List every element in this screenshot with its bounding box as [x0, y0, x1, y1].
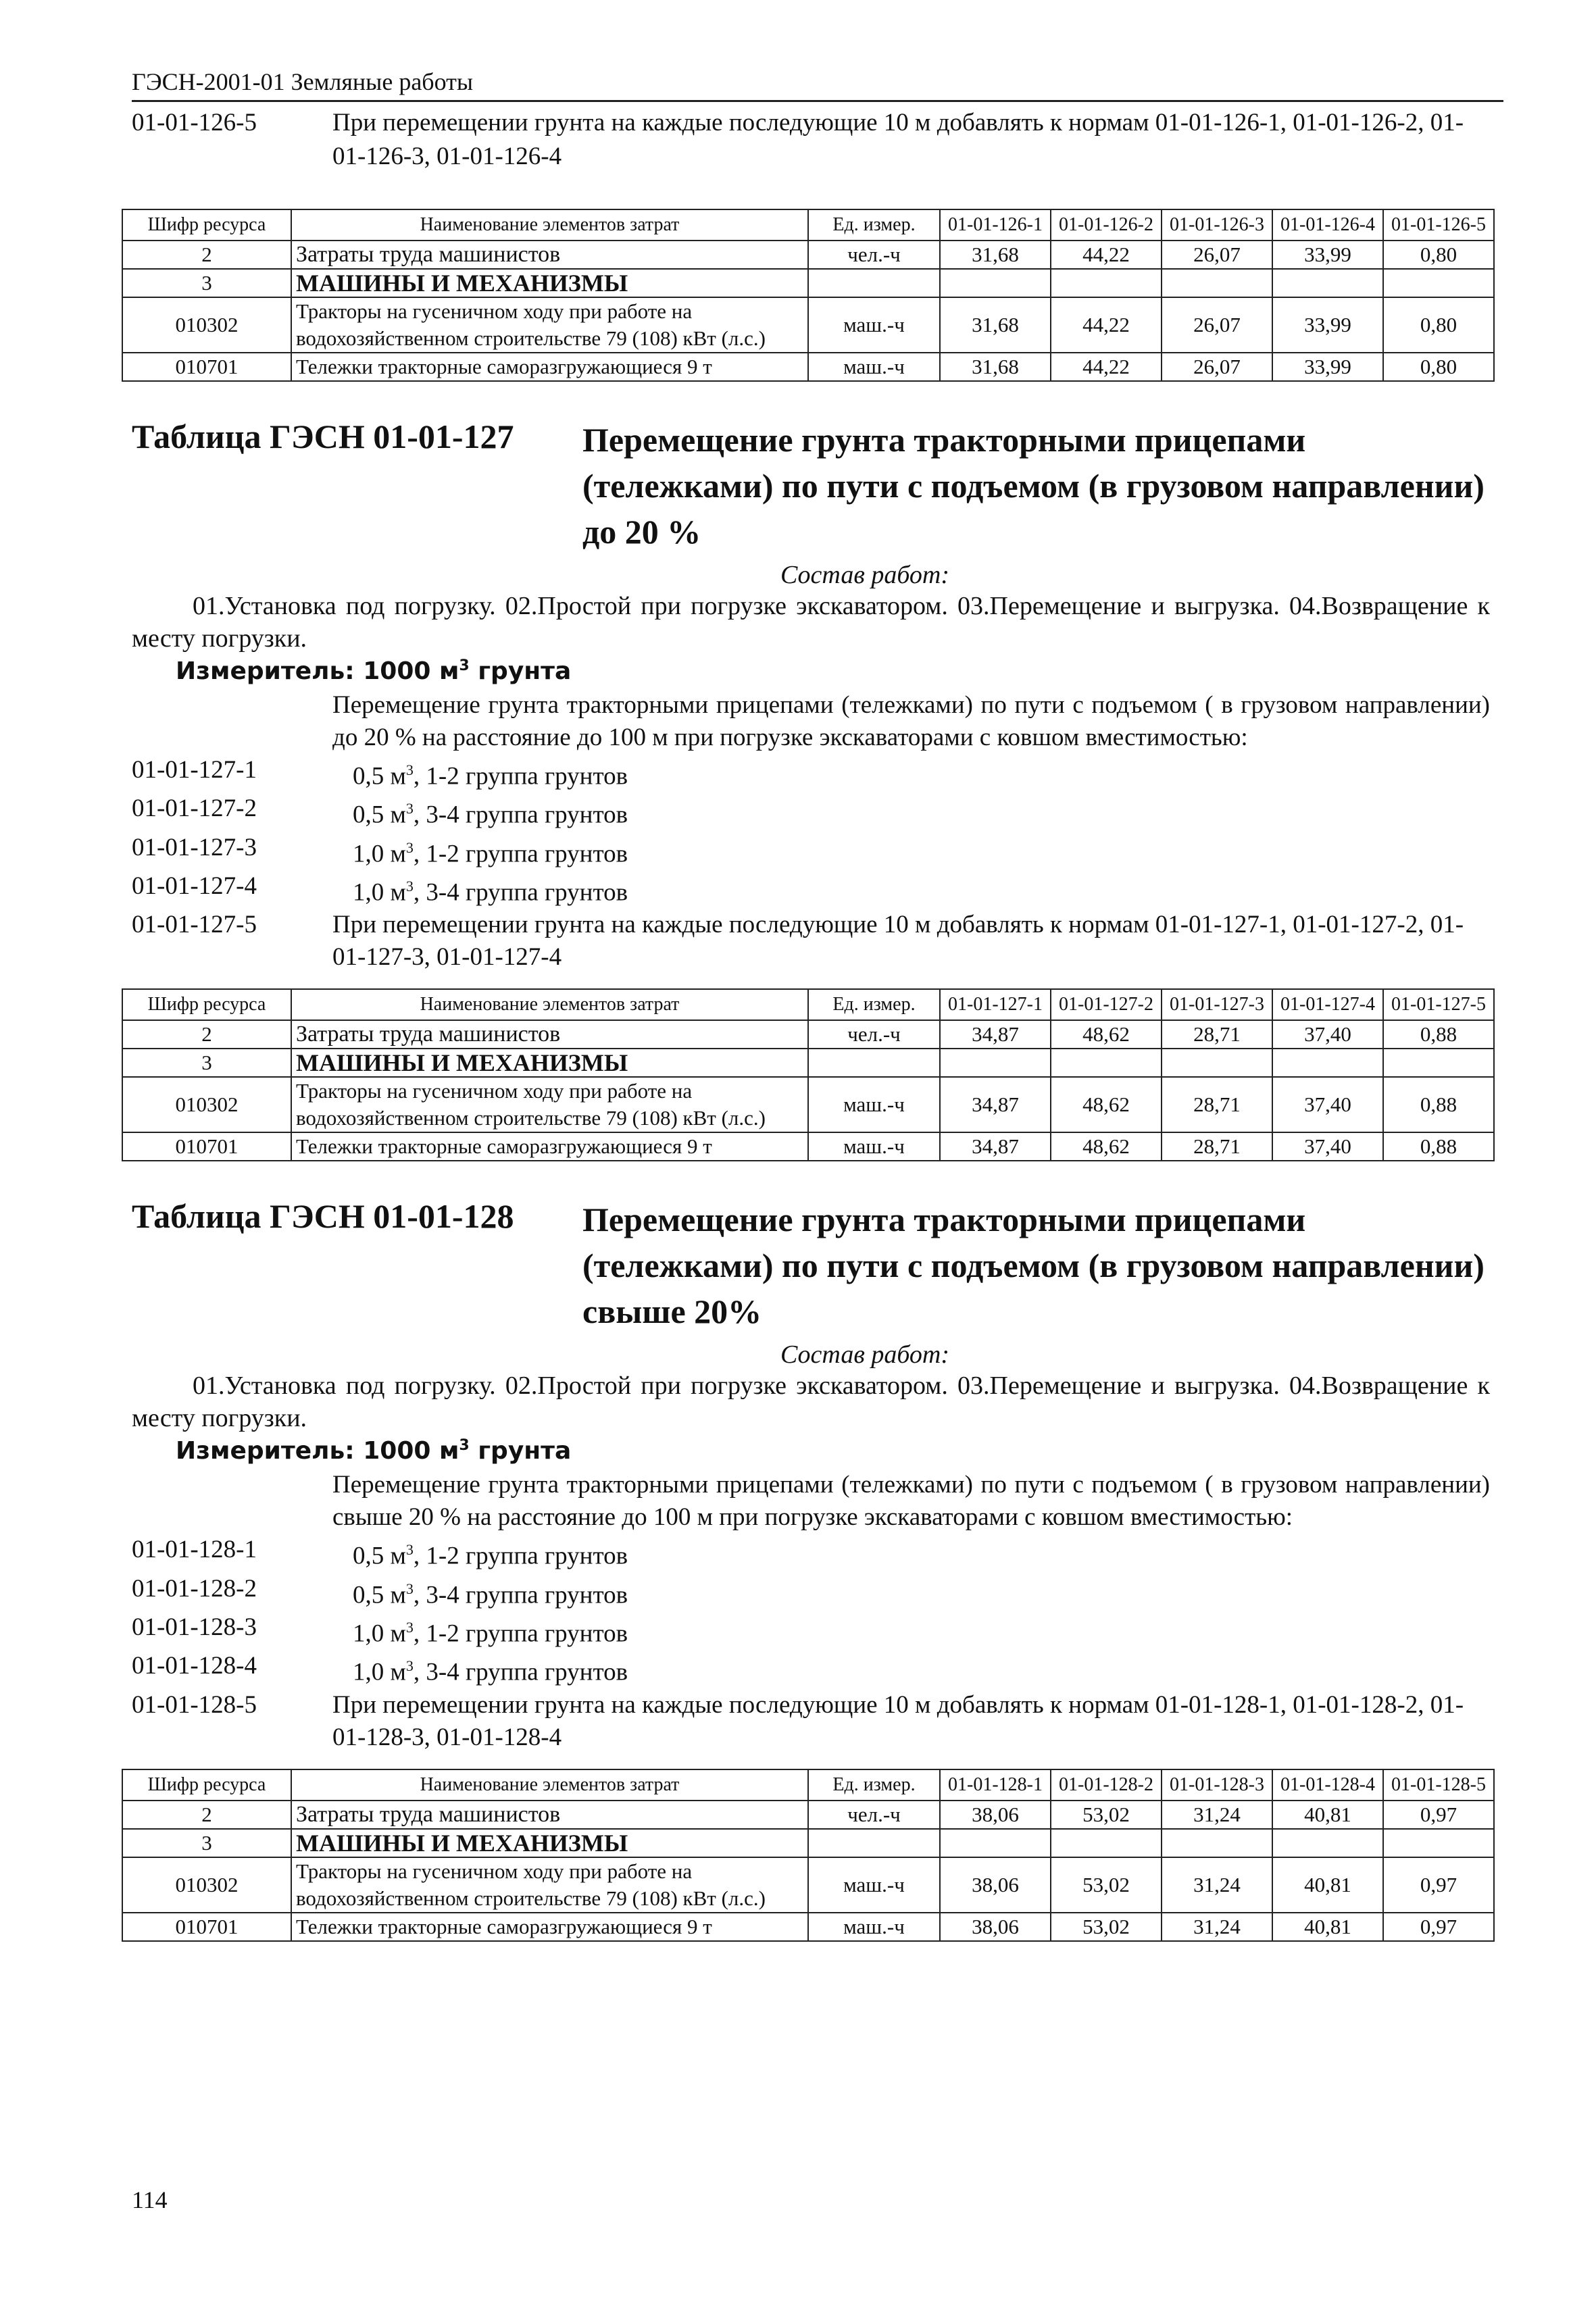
resource-value: 31,24: [1162, 1801, 1272, 1829]
norm-group: , 1-2 группа грунтов: [413, 762, 628, 790]
resource-value: 26,07: [1162, 241, 1272, 269]
table-header-row: [122, 989, 1494, 1020]
page-number: 114: [132, 2186, 168, 2213]
resource-value: 0,88: [1383, 1077, 1494, 1132]
column-header-code: Шифр ресурса: [122, 1769, 291, 1801]
resource-value: [1272, 1829, 1383, 1857]
resource-value: [1051, 1049, 1162, 1077]
resource-name: МАШИНЫ И МЕХАНИЗМЫ: [291, 1829, 808, 1857]
page: [132, 68, 1490, 1942]
resource-name: МАШИНЫ И МЕХАНИЗМЫ: [291, 1049, 808, 1077]
resource-value: 44,22: [1051, 297, 1162, 353]
resource-table-126: [132, 209, 1490, 382]
resource-value: [1051, 1829, 1162, 1857]
table-row: [122, 269, 1494, 297]
resource-value: 0,97: [1383, 1801, 1494, 1829]
norm-exponent: 3: [405, 1618, 414, 1636]
resource-name: Тракторы на гусеничном ходу при работе на водохозяйственном строительстве 79 (108) кВт (л.с.): [291, 297, 808, 353]
table-row: [122, 297, 1494, 353]
table-heading: Перемещение грунта тракторными прицепами (тележками) по пути с подъемом (в грузовом направлении) до 20 %: [582, 421, 1485, 551]
norm-exponent: 3: [405, 800, 414, 818]
column-header-norm: 01-01-126-1: [940, 209, 1051, 241]
resource-code: 010701: [122, 353, 291, 381]
resource-value: [940, 269, 1051, 297]
resource-name: Затраты труда машинистов: [291, 241, 808, 269]
resource-table-128: [132, 1769, 1490, 1942]
resource-value: [940, 1829, 1051, 1857]
norm-volume: 0,5 м: [353, 1580, 406, 1609]
resource-value: 53,02: [1051, 1857, 1162, 1913]
resource-value: 26,07: [1162, 353, 1272, 381]
resource-value: 33,99: [1272, 297, 1383, 353]
resource-value: 44,22: [1051, 241, 1162, 269]
column-header-norm: 01-01-127-2: [1051, 989, 1162, 1020]
resource-value: 0,80: [1383, 241, 1494, 269]
resource-unit: маш.-ч: [808, 1077, 940, 1132]
resource-value: 38,06: [940, 1857, 1051, 1913]
measure-tail: грунта: [469, 657, 572, 685]
resource-value: 37,40: [1272, 1132, 1383, 1161]
resource-value: 40,81: [1272, 1801, 1383, 1829]
resource-value: 0,88: [1383, 1132, 1494, 1161]
resource-name: Тракторы на гусеничном ходу при работе на водохозяйственном строительстве 79 (108) кВт (л.с.): [291, 1857, 808, 1913]
resource-code: 2: [122, 1020, 291, 1049]
resource-unit: чел.-ч: [808, 1801, 940, 1829]
column-header-norm: 01-01-126-4: [1272, 209, 1383, 241]
measure-unit: [176, 657, 1490, 685]
norm-item: [132, 1611, 1490, 1650]
column-header-code: Шифр ресурса: [122, 989, 291, 1020]
resource-table: [122, 1769, 1495, 1942]
measure-unit: [176, 1437, 1490, 1465]
norm-text: [332, 754, 628, 793]
resource-value: 38,06: [940, 1801, 1051, 1829]
norm-exponent: 3: [405, 1541, 414, 1559]
norm-group: , 1-2 группа грунтов: [413, 1542, 628, 1570]
norm-item: [132, 1573, 1490, 1611]
resource-value: 31,68: [940, 241, 1051, 269]
resource-value: 48,62: [1051, 1077, 1162, 1132]
norm-text: [332, 1650, 628, 1688]
resource-code: 010302: [122, 1857, 291, 1913]
norm-volume: 0,5 м: [353, 1542, 406, 1570]
table-row: [122, 353, 1494, 381]
table-row: [122, 1857, 1494, 1913]
norm-volume: 1,0 м: [353, 1619, 406, 1648]
resource-table: [122, 988, 1495, 1161]
norm-list: [132, 1534, 1490, 1753]
norm-code: 01-01-127-5: [132, 911, 257, 939]
column-header-norm: 01-01-126-5: [1383, 209, 1494, 241]
norm-volume: 0,5 м: [353, 762, 406, 790]
resource-code: 010701: [122, 1132, 291, 1161]
resource-code: 010302: [122, 1077, 291, 1132]
norm-code: 01-01-128-5: [132, 1690, 257, 1719]
table-row: [122, 1049, 1494, 1077]
table-row: [122, 1077, 1494, 1132]
resource-value: [940, 1049, 1051, 1077]
norm-code: 01-01-128-4: [132, 1652, 257, 1680]
norm-text: При перемещении грунта на каждые последующие 10 м добавлять к нормам 01-01-127-1, 01-01-127-2, 01-01-127-3, 01-01-127-4: [332, 911, 1464, 972]
norm-text: [332, 870, 628, 909]
resource-code: 3: [122, 1049, 291, 1077]
norm-code: 01-01-127-2: [132, 795, 257, 823]
section-127: [132, 417, 1490, 974]
measure-tail: грунта: [469, 1437, 572, 1465]
norm-item: [132, 793, 1490, 831]
works-list: 01.Установка под погрузку. 02.Простой при погрузке экскаватором. 03.Перемещение и выгрузка. 04.Возвращение к месту погрузки.: [132, 592, 1490, 653]
resource-value: 0,97: [1383, 1857, 1494, 1913]
resource-value: 31,24: [1162, 1913, 1272, 1941]
norm-volume: 0,5 м: [353, 801, 406, 829]
norm-item: [132, 870, 1490, 909]
resource-value: [1051, 269, 1162, 297]
resource-value: 31,68: [940, 297, 1051, 353]
column-header-norm: 01-01-127-1: [940, 989, 1051, 1020]
norm-volume: 1,0 м: [353, 878, 406, 907]
resource-name: Затраты труда машинистов: [291, 1020, 808, 1049]
norm-exponent: 3: [405, 1657, 414, 1675]
resource-value: 44,22: [1051, 353, 1162, 381]
resource-value: 40,81: [1272, 1913, 1383, 1941]
norm-group: , 3-4 группа грунтов: [413, 801, 628, 829]
resource-code: 010302: [122, 297, 291, 353]
column-header-name: Наименование элементов затрат: [291, 989, 808, 1020]
works-list: 01.Установка под погрузку. 02.Простой при погрузке экскаватором. 03.Перемещение и выгрузка. 04.Возвращение к месту погрузки.: [132, 1372, 1490, 1433]
norm-item: [132, 1650, 1490, 1688]
resource-value: 26,07: [1162, 297, 1272, 353]
norm-item: [132, 1534, 1490, 1572]
table-row: [122, 241, 1494, 269]
resource-value: [1383, 1049, 1494, 1077]
resource-value: 37,40: [1272, 1020, 1383, 1049]
norm-item-extra: [132, 909, 1490, 974]
norm-exponent: 3: [405, 838, 414, 856]
column-header-norm: 01-01-127-3: [1162, 989, 1272, 1020]
norm-group: , 3-4 группа грунтов: [413, 1580, 628, 1609]
resource-unit: [808, 1049, 940, 1077]
resource-unit: маш.-ч: [808, 1857, 940, 1913]
resource-unit: чел.-ч: [808, 1020, 940, 1049]
resource-unit: маш.-ч: [808, 297, 940, 353]
column-header-norm: 01-01-128-4: [1272, 1769, 1383, 1801]
resource-value: 34,87: [940, 1020, 1051, 1049]
resource-value: 0,88: [1383, 1020, 1494, 1049]
norm-text: [332, 1611, 628, 1650]
measure-label: Измеритель: 1000 м: [176, 1437, 459, 1465]
resource-value: 0,97: [1383, 1913, 1494, 1941]
norm-item-extra: [132, 1689, 1490, 1754]
resource-table-127: [132, 988, 1490, 1161]
table-header-row: [122, 1769, 1494, 1801]
norm-description: Перемещение грунта тракторными прицепами (тележками) по пути с подъемом ( в грузовом направлении) свыше 20 % на расстояние до 100 м при погрузке экскаваторами с ковшом вместимостью:: [332, 1471, 1490, 1532]
resource-code: 3: [122, 1829, 291, 1857]
resource-value: 0,80: [1383, 297, 1494, 353]
resource-value: 33,99: [1272, 353, 1383, 381]
resource-value: 31,24: [1162, 1857, 1272, 1913]
resource-name: Тележки тракторные саморазгружающиеся 9 т: [291, 353, 808, 381]
resource-code: 010701: [122, 1913, 291, 1941]
norm-group: , 3-4 группа грунтов: [413, 1658, 628, 1686]
resource-name: МАШИНЫ И МЕХАНИЗМЫ: [291, 269, 808, 297]
resource-value: 28,71: [1162, 1132, 1272, 1161]
measure-exponent: 3: [459, 1437, 470, 1455]
column-header-code: Шифр ресурса: [122, 209, 291, 241]
table-header-row: [122, 209, 1494, 241]
resource-unit: маш.-ч: [808, 1913, 940, 1941]
column-header-norm: 01-01-128-2: [1051, 1769, 1162, 1801]
note-text: При перемещении грунта на каждые последующие 10 м добавлять к нормам 01-01-126-1, 01-01-126-2, 01-01-126-3, 01-01-126-4: [332, 109, 1464, 170]
resource-unit: чел.-ч: [808, 241, 940, 269]
resource-value: 37,40: [1272, 1077, 1383, 1132]
norm-group: , 3-4 группа грунтов: [413, 878, 628, 907]
norm-exponent: 3: [405, 761, 414, 778]
norm-text: При перемещении грунта на каждые последующие 10 м добавлять к нормам 01-01-128-1, 01-01-128-2, 01-01-128-3, 01-01-128-4: [332, 1690, 1464, 1751]
resource-value: [1383, 269, 1494, 297]
resource-code: 2: [122, 1801, 291, 1829]
resource-value: [1272, 269, 1383, 297]
resource-value: 34,87: [940, 1132, 1051, 1161]
table-row: [122, 1829, 1494, 1857]
resource-code: 2: [122, 241, 291, 269]
column-header-norm: 01-01-128-5: [1383, 1769, 1494, 1801]
column-header-norm: 01-01-127-5: [1383, 989, 1494, 1020]
norm-code: 01-01-128-2: [132, 1574, 257, 1603]
resource-unit: [808, 1829, 940, 1857]
resource-value: 0,80: [1383, 353, 1494, 381]
norm-code: 01-01-126-5: [132, 109, 257, 136]
resource-code: 3: [122, 269, 291, 297]
resource-unit: маш.-ч: [808, 353, 940, 381]
column-header-unit: Ед. измер.: [808, 989, 940, 1020]
table-title: [132, 1197, 1490, 1334]
resource-value: 33,99: [1272, 241, 1383, 269]
norm-list: [132, 754, 1490, 974]
resource-value: 53,02: [1051, 1913, 1162, 1941]
column-header-norm: 01-01-127-4: [1272, 989, 1383, 1020]
norm-exponent: 3: [405, 877, 414, 895]
norm-description: Перемещение грунта тракторными прицепами (тележками) по пути с подъемом ( в грузовом направлении) до 20 % на расстояние до 100 м при погрузке экскаваторами с ковшом вместимостью:: [332, 691, 1490, 751]
resource-value: [1272, 1049, 1383, 1077]
column-header-name: Наименование элементов затрат: [291, 209, 808, 241]
table-row: [122, 1132, 1494, 1161]
resource-name: Тракторы на гусеничном ходу при работе на водохозяйственном строительстве 79 (108) кВт (л.с.): [291, 1077, 808, 1132]
resource-value: 48,62: [1051, 1132, 1162, 1161]
table-row: [122, 1020, 1494, 1049]
column-header-norm: 01-01-126-2: [1051, 209, 1162, 241]
norm-exponent: 3: [405, 1580, 414, 1597]
works-composition-label: Состав работ:: [780, 1340, 950, 1369]
table-heading: Перемещение грунта тракторными прицепами (тележками) по пути с подъемом (в грузовом направлении) свыше 20%: [582, 1201, 1485, 1331]
resource-value: 48,62: [1051, 1020, 1162, 1049]
intro-note: [132, 106, 1490, 174]
table-title: [132, 417, 1490, 555]
norm-text: [332, 1534, 628, 1572]
resource-value: [1162, 269, 1272, 297]
norm-volume: 1,0 м: [353, 1658, 406, 1686]
resource-value: 28,71: [1162, 1020, 1272, 1049]
resource-value: [1162, 1829, 1272, 1857]
measure-label: Измеритель: 1000 м: [176, 657, 459, 685]
resource-value: [1162, 1049, 1272, 1077]
norm-item: [132, 754, 1490, 793]
norm-code: 01-01-128-3: [132, 1613, 257, 1641]
norm-code: 01-01-127-1: [132, 756, 257, 784]
section-128: [132, 1197, 1490, 1753]
resource-value: 28,71: [1162, 1077, 1272, 1132]
column-header-norm: 01-01-128-3: [1162, 1769, 1272, 1801]
norm-text: [332, 832, 628, 870]
norm-code: 01-01-127-4: [132, 872, 257, 900]
norm-code: 01-01-128-1: [132, 1536, 257, 1564]
column-header-norm: 01-01-126-3: [1162, 209, 1272, 241]
resource-unit: [808, 269, 940, 297]
table-row: [122, 1913, 1494, 1941]
resource-value: 40,81: [1272, 1857, 1383, 1913]
norm-item: [132, 832, 1490, 870]
column-header-unit: Ед. измер.: [808, 1769, 940, 1801]
resource-value: 38,06: [940, 1913, 1051, 1941]
running-header: ГЭСН-2001-01 Земляные работы: [132, 68, 1503, 102]
norm-group: , 1-2 группа грунтов: [413, 1619, 628, 1648]
norm-group: , 1-2 группа грунтов: [413, 839, 628, 867]
table-label: Таблица ГЭСН 01-01-127: [132, 418, 514, 455]
table-row: [122, 1801, 1494, 1829]
resource-name: Тележки тракторные саморазгружающиеся 9 т: [291, 1132, 808, 1161]
resource-unit: маш.-ч: [808, 1132, 940, 1161]
resource-name: Затраты труда машинистов: [291, 1801, 808, 1829]
norm-text: [332, 793, 628, 831]
column-header-name: Наименование элементов затрат: [291, 1769, 808, 1801]
norm-volume: 1,0 м: [353, 839, 406, 867]
resource-name: Тележки тракторные саморазгружающиеся 9 т: [291, 1913, 808, 1941]
works-composition-label: Состав работ:: [780, 561, 950, 589]
norm-code: 01-01-127-3: [132, 833, 257, 861]
resource-table: [122, 209, 1495, 382]
column-header-norm: 01-01-128-1: [940, 1769, 1051, 1801]
resource-value: [1383, 1829, 1494, 1857]
resource-value: 31,68: [940, 353, 1051, 381]
table-label: Таблица ГЭСН 01-01-128: [132, 1197, 514, 1236]
resource-value: 34,87: [940, 1077, 1051, 1132]
norm-text: [332, 1573, 628, 1611]
column-header-unit: Ед. измер.: [808, 209, 940, 241]
measure-exponent: 3: [459, 657, 470, 674]
resource-value: 53,02: [1051, 1801, 1162, 1829]
